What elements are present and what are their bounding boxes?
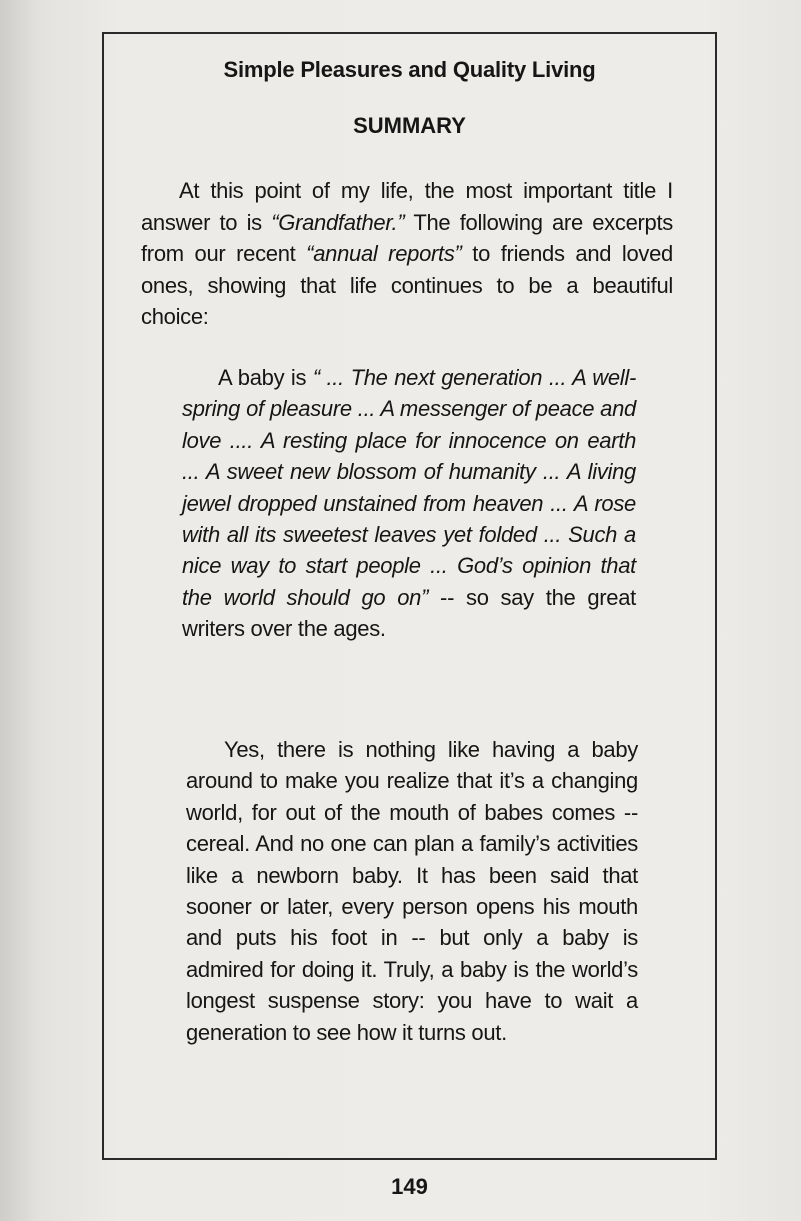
page-title: Simple Pleasures and Quality Living <box>223 57 596 82</box>
intro-text-2: The following are excerpts from our recent <box>141 209 673 266</box>
intro-text-1: At this point of my life, the most important title I answer to is <box>141 178 673 235</box>
quote-tail: -- so say the great writers over the ages. <box>182 584 636 642</box>
intro-grandfather: “Grandfather.” <box>271 209 405 235</box>
quote-italic: “ ... The next generation ... A well-spring of pleasure ... A messenger of peace and love .... A resting place for innocence on earth ... A sweet new blossom of humanity ... A living jewel dropped unstained from heaven ... A rose with all its sweetest leaves yet folded ... Such a nice way to start people ... God’s opinion that the world should go on” <box>182 365 636 610</box>
second-paragraph: Yes, there is nothing like having a baby around to make you realize that it’s a changing world, for out of the mouth of babes comes --cereal. And no one can plan a family’s activities like a newborn baby. It has been said that sooner or later, every person opens his mouth and puts his foot in -- but only a baby is admired for doing it. Truly, a baby is the world’s longest suspense story: you have to wait a generation to see how it turns out. <box>186 737 638 1045</box>
intro-text-3: to friends and loved ones, showing that life continues to be a beautiful choice: <box>141 241 673 329</box>
page-number: 149 <box>391 1174 428 1199</box>
quote-lead: A baby is <box>218 365 313 390</box>
intro-annual-reports: “annual reports” <box>306 241 462 266</box>
baby-quote-paragraph <box>182 362 636 645</box>
intro-paragraph <box>141 175 673 333</box>
section-heading: SUMMARY <box>353 113 466 138</box>
